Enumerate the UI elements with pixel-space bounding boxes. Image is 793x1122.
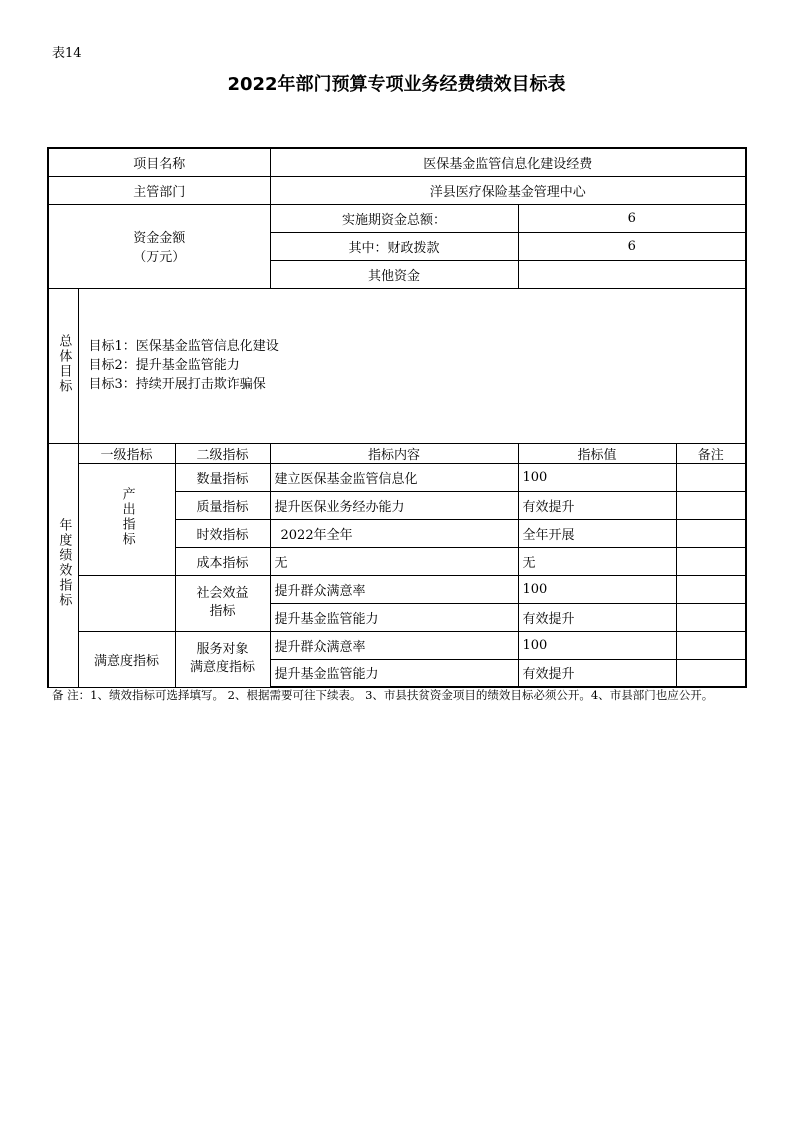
service-satisfaction-cell xyxy=(175,631,270,687)
level2-quality: 质量指标 xyxy=(175,491,270,519)
header-content: 指标内容 xyxy=(270,443,518,463)
funds-total-value: 6 xyxy=(518,204,746,232)
level2-cost: 成本指标 xyxy=(175,547,270,575)
funds-total-label: 实施期资金总额： xyxy=(270,204,518,232)
indicator-value: 有效提升 xyxy=(518,491,676,519)
level2-timeliness: 时效指标 xyxy=(175,519,270,547)
indicator-remark xyxy=(676,491,746,519)
output-indicator-label: 产出指标 xyxy=(119,487,135,547)
indicator-value: 有效提升 xyxy=(518,659,676,687)
funds-fiscal-value: 6 xyxy=(518,232,746,260)
table-number-label: 表14 xyxy=(52,46,82,61)
indicator-remark xyxy=(676,463,746,491)
indicator-value: 100 xyxy=(518,631,676,659)
indicator-content: 提升医保业务经办能力 xyxy=(270,491,518,519)
indicator-content: 无 xyxy=(270,547,518,575)
service-satisfaction-label-2: 满意度指标 xyxy=(190,660,256,675)
indicator-remark xyxy=(676,575,746,603)
department-label: 主管部门 xyxy=(48,176,270,204)
funds-label: 资金金额 xyxy=(133,231,186,246)
indicator-content: 提升基金监管能力 xyxy=(270,659,518,687)
funds-other-value xyxy=(518,260,746,288)
overall-goal-label: 总体目标 xyxy=(56,333,72,394)
document-title: 2022年部门预算专项业务经费绩效目标表 xyxy=(227,74,566,95)
header-value: 指标值 xyxy=(518,443,676,463)
effect-level1-cell xyxy=(78,575,175,631)
indicator-content: 提升群众满意率 xyxy=(270,575,518,603)
annual-indicators-label: 年度绩效指标 xyxy=(56,518,72,608)
indicator-value: 100 xyxy=(518,575,676,603)
indicator-value: 全年开展 xyxy=(518,519,676,547)
satisfaction-indicator-label: 满意度指标 xyxy=(78,631,175,687)
header-remark: 备注 xyxy=(676,443,746,463)
indicator-value: 有效提升 xyxy=(518,603,676,631)
funds-label-cell xyxy=(48,204,270,288)
output-indicator-cell xyxy=(78,463,175,575)
footnote: 备 注：1、绩效指标可选择填写。 2、根据需要可往下续表。 3、市县扶贫资金项目的绩效目标必须公开。4、市县部门也应公开。 xyxy=(52,688,714,702)
indicator-value: 100 xyxy=(518,463,676,491)
overall-goal-content xyxy=(78,288,746,443)
performance-target-table xyxy=(47,147,747,688)
header-level1: 一级指标 xyxy=(78,443,175,463)
indicator-content: 建立医保基金监管信息化 xyxy=(270,463,518,491)
indicator-remark xyxy=(676,603,746,631)
indicator-value: 无 xyxy=(518,547,676,575)
goal-item: 目标1：医保基金监管信息化建设 xyxy=(88,339,279,354)
indicator-content: 提升基金监管能力 xyxy=(270,603,518,631)
level2-quantity: 数量指标 xyxy=(175,463,270,491)
goal-item: 目标3：持续开展打击欺诈骗保 xyxy=(88,377,266,392)
indicator-remark xyxy=(676,519,746,547)
indicator-remark xyxy=(676,659,746,687)
goal-item: 目标2：提升基金监管能力 xyxy=(88,358,240,373)
annual-indicators-label-cell xyxy=(48,443,78,687)
indicator-content: 提升群众满意率 xyxy=(270,631,518,659)
project-name-label: 项目名称 xyxy=(48,148,270,176)
social-benefit-label: 社会效益指标 xyxy=(175,575,270,631)
header-level2: 二级指标 xyxy=(175,443,270,463)
overall-goal-label-cell xyxy=(48,288,78,443)
funds-fiscal-label: 其中：财政拨款 xyxy=(270,232,518,260)
indicator-content: 2022年全年 xyxy=(270,519,518,547)
indicator-remark xyxy=(676,631,746,659)
service-satisfaction-label-1: 服务对象 xyxy=(196,642,249,657)
department-value: 洋县医疗保险基金管理中心 xyxy=(270,176,746,204)
project-name-value: 医保基金监管信息化建设经费 xyxy=(270,148,746,176)
funds-other-label: 其他资金 xyxy=(270,260,518,288)
indicator-remark xyxy=(676,547,746,575)
funds-unit: （万元） xyxy=(133,250,186,265)
